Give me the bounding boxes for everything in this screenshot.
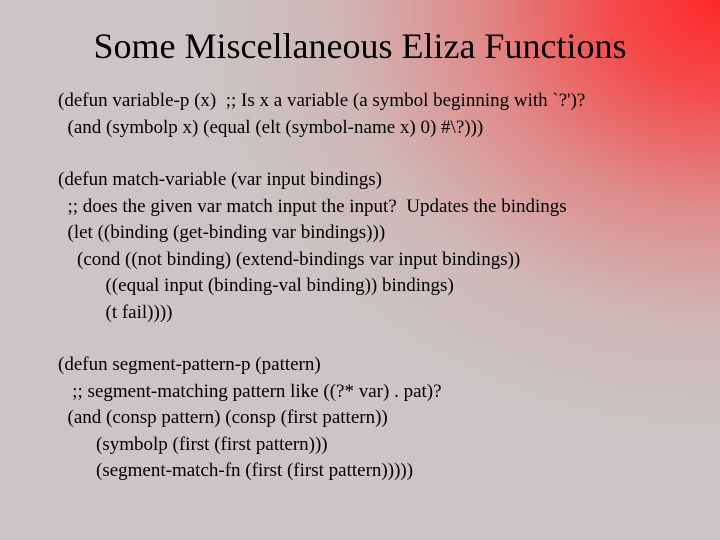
code-line: (let ((binding (get-binding var bindings))) — [58, 222, 386, 243]
code-line: (defun variable-p (x) ;; Is x a variable (a symbol beginning with `?')? — [58, 90, 586, 111]
slide-title: Some Miscellaneous Eliza Functions — [93, 26, 627, 66]
code-line: (cond ((not binding) (extend-bindings var input bindings)) — [58, 248, 521, 270]
code-group-match-variable — [58, 167, 708, 326]
code-line: ((equal input (binding-val binding)) bindings) — [58, 275, 454, 296]
code-line: (defun segment-pattern-p (pattern) — [58, 354, 321, 375]
code-line: (segment-match-fn (first (first pattern))))) — [58, 460, 414, 481]
code-line: (t fail)))) — [58, 301, 173, 323]
code-group-segment-pattern-p — [58, 352, 708, 485]
code-group-variable-p — [58, 88, 708, 141]
code-block — [58, 88, 708, 511]
code-line: ;; does the given var match input the input? Updates the bindings — [58, 195, 567, 217]
code-line: ;; segment-matching pattern like ((?* var) . pat)? — [58, 380, 442, 402]
code-line: (defun match-variable (var input bindings) — [58, 169, 382, 190]
code-line: (and (consp pattern) (consp (first pattern)) — [58, 407, 388, 428]
code-line: (and (symbolp x) (equal (elt (symbol-name x) 0) #\?))) — [58, 116, 484, 138]
code-line: (symbolp (first (first pattern))) — [58, 433, 328, 455]
